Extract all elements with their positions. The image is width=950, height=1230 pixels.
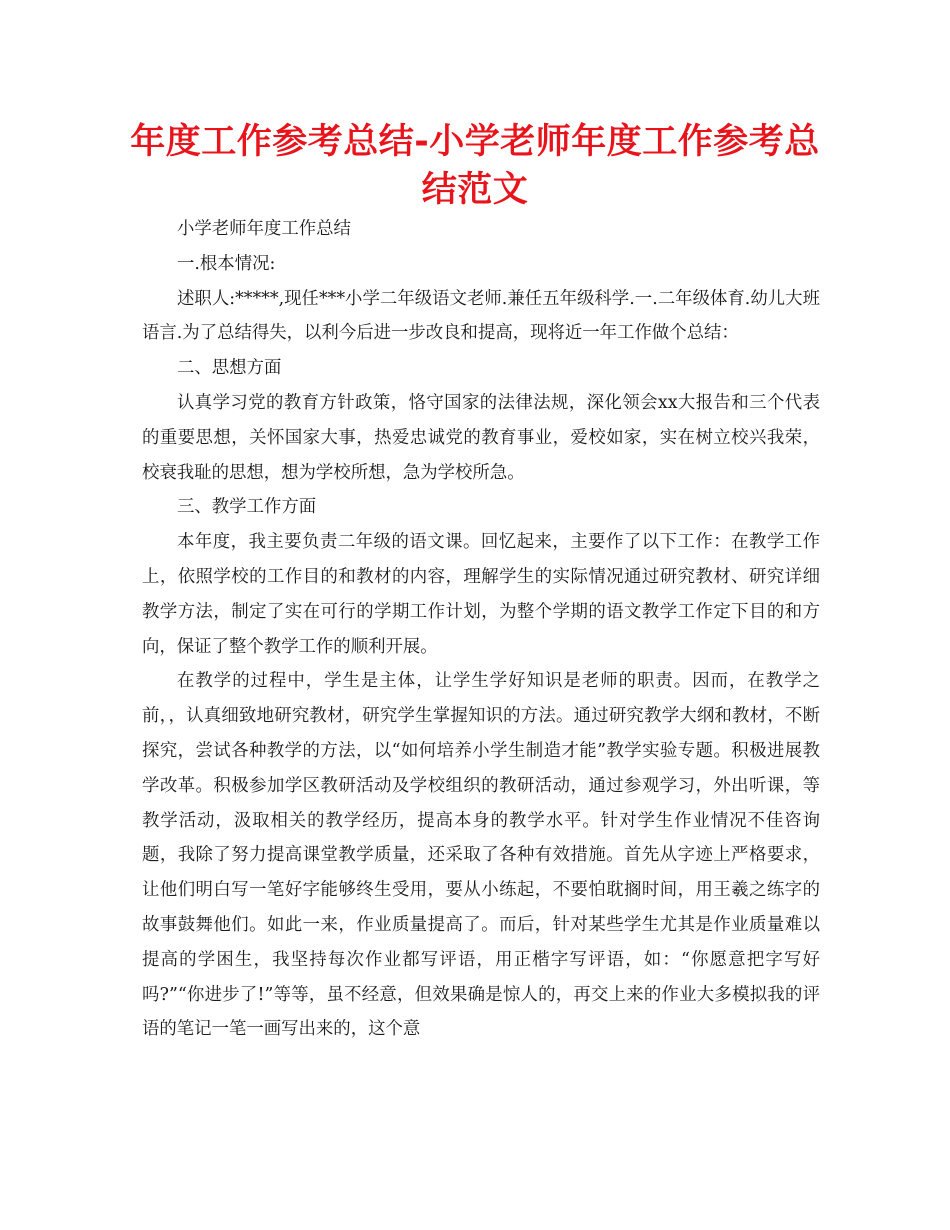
paragraph: 在教学的过程中，学生是主体，让学生学好知识是老师的职责。因而，在教学之前，，认真细致地研究教材，研究学生掌握知识的方法。通过研究教学大纲和教材，不断探究，尝试各种教学的方法，以“如何培养小学生制造才能”教学实验专题。积极进展教学改革。积极参加学区教研活动及学校组织的教研活动，通过参观学习，外出听课，等教学活动，汲取相关的教学经历，提高本身的教学水平。针对学生作业情况不佳咨询题，我除了努力提高课堂教学质量，还采取了各种有效措施。首先从字迹上严格要求，让他们明白写一笔好字能够终生受用，要从小练起，不要怕耽搁时间，用王羲之练字的故事鼓舞他们。如此一来，作业质量提高了。而后，针对某些学生尤其是作业质量难以提高的学困生，我坚持每次作业都写评语，用正楷字写评语，如：“你愿意把字写好吗?”“你进步了!”等等，虽不经意，但效果确是惊人的，再交上来的作业大多模拟我的评语的笔记一笔一画写出来的，这个意	[142, 671, 820, 1040]
paragraph-section-heading: 三、教学工作方面	[177, 497, 317, 518]
paragraph: 述职人:*****,现任***小学二年级语文老师.兼任五年级科学.一.二年级体育.幼儿大班语言.为了总结得失，以利今后进一步改良和提高，现将近一年工作做个总结：	[142, 288, 820, 344]
paragraph: 认真学习党的教育方针政策，恪守国家的法律法规，深化领会xx大报告和三个代表的重要思想，关怀国家大事，热爱忠诚党的教育事业，爱校如家，实在树立校兴我荣，校衰我耻的思想，想为学校所想，急为学校所急。	[142, 392, 820, 483]
paragraph: 本年度，我主要负责二年级的语文课。回忆起来，主要作了以下工作：在教学工作上，依照学校的工作目的和教材的内容，理解学生的实际情况通过研究教材、研究详细教学方法，制定了实在可行的学期工作计划，为整个学期的语文教学工作定下目的和方向，保证了整个教学工作的顺利开展。	[142, 532, 820, 657]
document-title: 年度工作参考总结-小学老师年度工作参考总结范文	[130, 122, 820, 210]
document-body	[142, 212, 820, 1047]
paragraph-section-heading: 一.根本情况:	[177, 253, 276, 274]
paragraph-subtitle: 小学老师年度工作总结	[177, 219, 351, 239]
paragraph-section-heading: 二、思想方面	[177, 358, 282, 379]
